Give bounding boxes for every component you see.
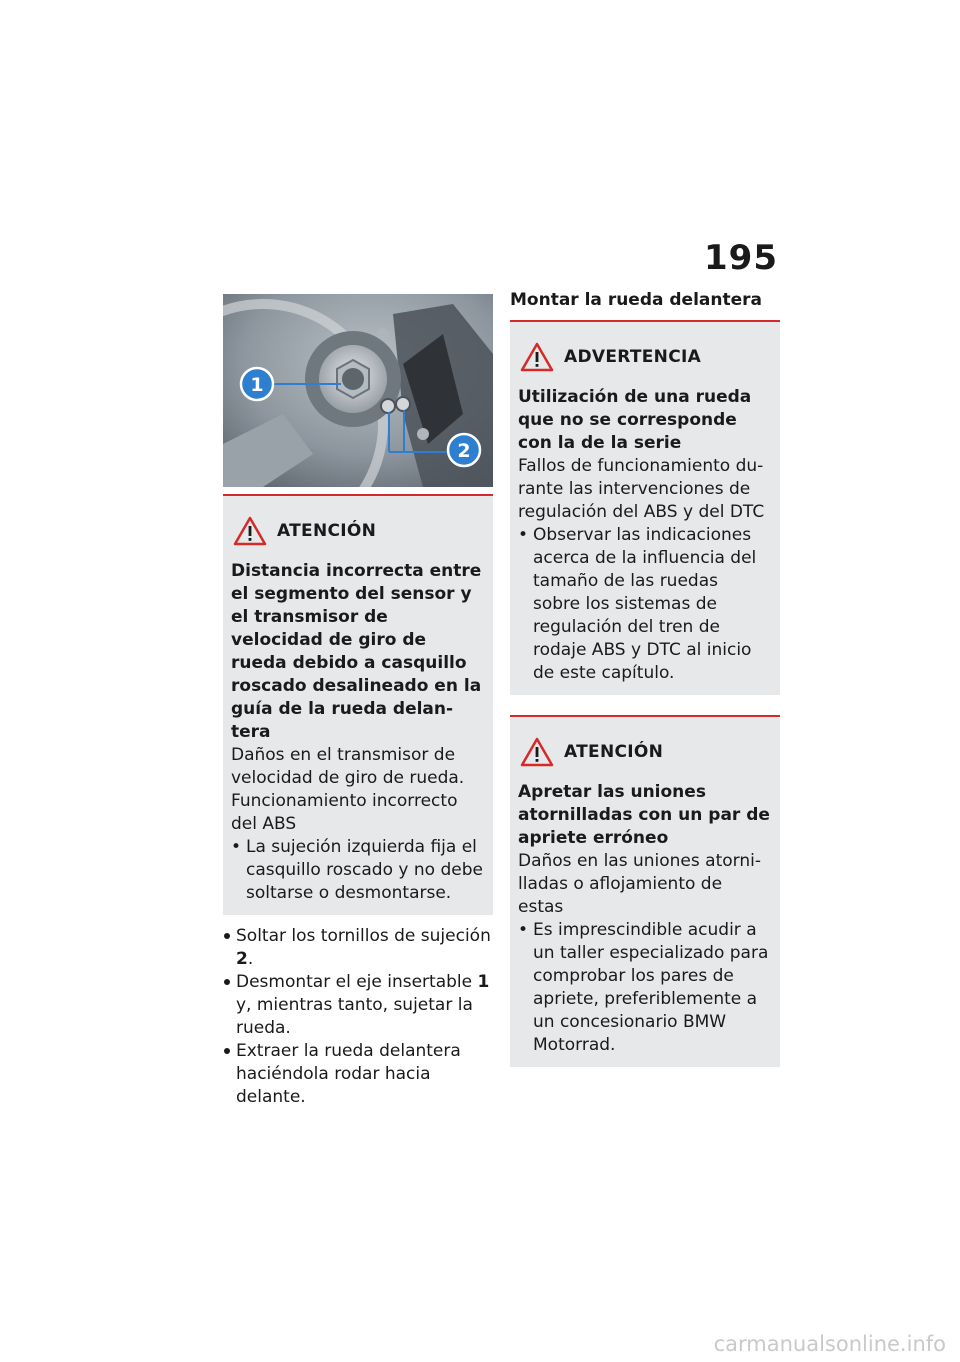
warning-title: ADVERTENCIA <box>564 347 702 367</box>
warning-measures <box>518 524 770 685</box>
removal-steps <box>223 925 493 1109</box>
attention-title: ATENCIÓN <box>277 521 377 541</box>
attention-title: ATENCIÓN <box>564 742 664 762</box>
right-column <box>510 288 780 1067</box>
attention-box-sensor <box>223 494 493 915</box>
warning-box-wheel <box>510 322 780 695</box>
list-item: Soltar los tornillos de sujeción 2. <box>223 925 493 971</box>
section-title: Montar la rueda delantera <box>510 290 763 310</box>
list-item: • Observar las indicaciones acerca de la influencia del tamaño de las ruedas sobre los sistemas de regulación del tren de rodaje ABS y DTC al inicio de este capítulo. <box>518 524 770 685</box>
list-item: • Es imprescindible acudir a un taller especializado para comprobar los pares de apriete, preferiblemente a un concesionario BMW Motorrad. <box>518 919 770 1057</box>
left-column <box>223 294 493 1109</box>
callout-1-label: 1 <box>250 374 264 396</box>
attention-consequence: Daños en las uniones atornilladas o aflojamiento de estas <box>518 851 761 917</box>
attention-measures <box>518 919 770 1057</box>
front-wheel-axle-photo <box>223 294 493 487</box>
warning-triangle-icon <box>233 516 267 546</box>
list-item: • La sujeción izquierda fija el casquillo roscado y no debe soltarse o desmontarse. <box>231 836 483 905</box>
watermark: carmanualsonline.info <box>713 1332 946 1356</box>
attention-heading: Distancia incorrecta entre el segmento del sensor y el transmisor de velocidad de giro de rueda debido a casquillo roscado desalineado en la guía de la rueda delantera <box>231 561 482 742</box>
warning-heading: Utilización de una rueda que no se corresponde con la de la serie <box>518 387 752 453</box>
attention-heading: Apretar las uniones atornilladas con un par de apriete erróneo <box>518 782 770 848</box>
attention-consequence: Daños en el transmisor de velocidad de giro de rueda. Funcionamiento incorrecto del ABS <box>231 745 465 834</box>
warning-triangle-icon <box>520 342 554 372</box>
callout-2-label: 2 <box>457 440 471 462</box>
attention-measures <box>231 836 483 905</box>
warning-triangle-icon <box>520 737 554 767</box>
axle-illustration <box>223 294 493 487</box>
warning-consequence: Fallos de funcionamiento durante las intervenciones de regulación del ABS y del DTC <box>518 456 765 522</box>
attention-box-torque <box>510 715 780 1067</box>
list-item: Desmontar el eje insertable 1 y, mientras tanto, sujetar la rueda. <box>223 971 493 1040</box>
page-number: 195 <box>704 238 778 278</box>
list-item: Extraer la rueda delantera haciéndola rodar hacia delante. <box>223 1040 493 1109</box>
